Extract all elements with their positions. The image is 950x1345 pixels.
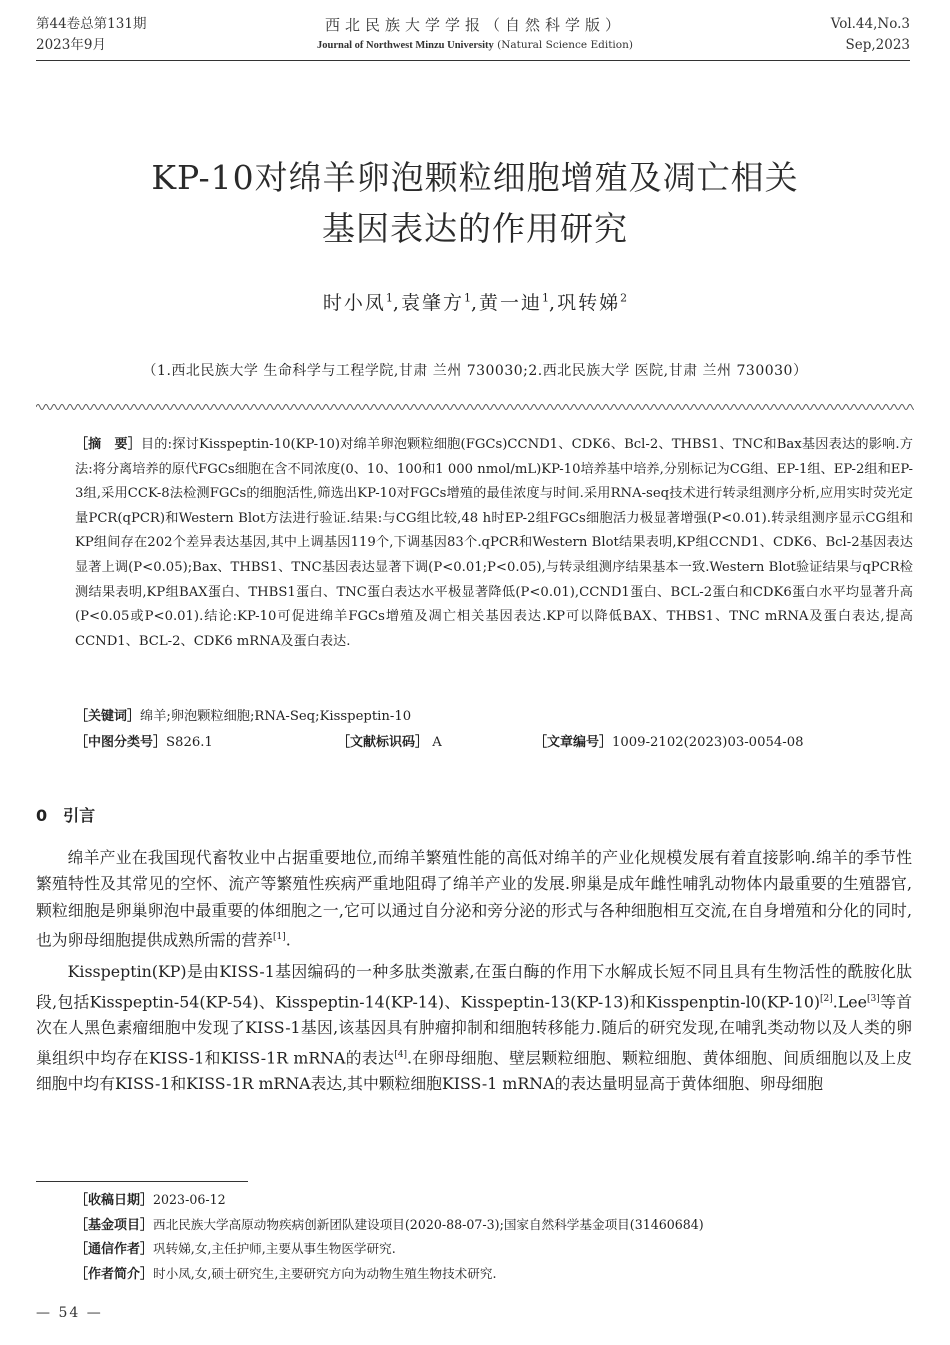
header-rule: [36, 60, 910, 61]
journal-name-en: Journal of Northwest Minzu University (Natural Science Edition): [317, 39, 633, 51]
volume-issue-en: Vol.44,No.3: [830, 16, 910, 32]
doc-code-group: ［文献标识码］ A: [337, 735, 442, 750]
footnotes: [75, 1188, 913, 1286]
author: 黄一迪$^1$: [479, 291, 550, 314]
abstract: [75, 433, 913, 654]
page-number: — 54 —: [36, 1305, 103, 1321]
journal-name-cn: 西北民族大学学报（自然科学版）: [324, 16, 625, 34]
abstract-label: ［摘 要］: [75, 437, 141, 452]
citation[interactable]: [2]: [820, 993, 833, 1004]
paragraph: 绵羊产业在我国现代畜牧业中占据重要地位,而绵羊繁殖性能的高低对绵羊的产业化规模发展有着直接影响.绵羊的季节性繁殖特性及其常见的空怀、流产等繁殖性疾病严重地阻碍了绵羊产业的发展.卵巢是成年雌性哺乳动物体内最重要的生殖器官,颗粒细胞是卵巢卵泡中最重要的体细胞之一,它可以通过自分泌和旁分泌的形式与各种细胞相互交流,在自身增殖和分化的同时,也为卵母细胞提供成熟所需的营养[1].: [36, 848, 912, 950]
clc-group: ［中图分类号］S826.1: [75, 735, 213, 750]
date-en: Sep,2023: [845, 37, 910, 53]
header-center: [0, 14, 950, 55]
footnote-corresponding: ［通信作者］巩转娣,女,主任护师,主要从事生物医学研究.: [75, 1241, 396, 1257]
footnote-funding: ［基金项目］西北民族大学高原动物疾病创新团队建设项目(2020-88-07-3);国家自然科学基金项目(31460684): [75, 1216, 704, 1233]
author: 时小凤$^1$: [322, 291, 393, 314]
affiliation: （1.西北民族大学 生命科学与工程学院,甘肃 兰州 730030;2.西北民族大学 医院,甘肃 兰州 730030）: [142, 363, 808, 379]
abstract-text: 目的:探讨Kisspeptin-10(KP-10)对绵羊卵泡颗粒细胞(FGCs)CCND1、CDK6、Bcl-2、THBS1、TNC和Bax基因表达的影响.方法:将分离培养的原代FGCs细胞在含不同浓度(0、10、100和1 000 nmol/mL)KP-10培养基中培养,分别标记为CG组、EP-1组、EP-2组和EP-3组,采用CCK-8法检测FGCs的细胞活性,筛选出KP-10对FGCs增殖的最佳浓度与时间.采用RNA-seq技术进行转录组测序分析,应用实时荧光定量PCR(qPCR)和Western Blot方法进行验证.结果:与CG组比较,48 h时EP-2组FGCs细胞活力极显著增强(P<0.01).转录组测序显示CG组和KP组间存在202个差异表达基因,其中上调基因119个,下调基因83个.qPCR和Western Blot结果表明,KP组CCND1、CDK6、Bcl-2基因表达显著上调(P<0.05);Bax、THBS1、TNC基因表达显著下调(P<0.01;P<0.05),与转录组测序结果基本一致.Western Blot验证结果与qPCR检测结果表明,KP组BAX蛋白、THBS1蛋白、TNC蛋白表达水平极显著降低(P<0.01),CCND1蛋白、BCL-2蛋白和CDK6蛋白水平均显著升高(P<0.05或P<0.01).结论:KP-10可促进绵羊FGCs增殖及凋亡相关基因表达.KP可以降低BAX、THBS1、TNC mRNA及蛋白表达,提高CCND1、BCL-2、CDK6 mRNA及蛋白表达.: [75, 437, 913, 649]
section-title: 0 引言: [36, 806, 96, 825]
author-list: 时小凤$^1$,袁肇方$^1$,黄一迪$^1$,巩转娣$^2$: [322, 291, 628, 314]
citation[interactable]: [4]: [394, 1049, 407, 1060]
article-number-group: ［文章编号］1009-2102(2023)03-0054-08: [534, 735, 804, 750]
author: 巩转娣$^2$: [557, 291, 628, 314]
footnote-author-bio: ［作者简介］时小凤,女,硕士研究生,主要研究方向为动物生殖生物技术研究.: [75, 1265, 497, 1282]
keywords-text: 绵羊;卵泡颗粒细胞;RNA-Seq;Kisspeptin-10: [140, 709, 412, 724]
paragraph: Kisspeptin(KP)是由KISS-1基因编码的一种多肽类激素,在蛋白酶的作用下水解成长短不同且具有生物活性的酰胺化肽段,包括Kisspeptin-54(KP-54)、Kisspeptin-14(KP-14)、Kisspeptin-13(KP-13)和Kisspenptin-l0(KP-10)[2].Lee[3]等首次在人黑色素瘤细胞中发现了KISS-1基因,该基因具有肿瘤抑制和细胞转移能力.随后的研究发现,在哺乳类动物以及人类的卵巢组织中均存在KISS-1和KISS-1R mRNA的表达[4].在卵母细胞、壁层颗粒细胞、颗粒细胞、黄体细胞、间质细胞以及上皮细胞中均有KISS-1和KISS-1R mRNA表达,其中颗粒细胞KISS-1 mRNA的表达量明显高于黄体细胞、卵母细胞: [36, 962, 912, 1094]
header-right: [831, 14, 910, 56]
wavy-divider: [36, 400, 914, 414]
footnote-rule: [36, 1181, 248, 1182]
keywords: [75, 705, 913, 729]
citation[interactable]: [3]: [867, 993, 880, 1004]
date-cn: 2023年9月: [36, 37, 106, 53]
article-title: KP-10对绵羊卵泡颗粒细胞增殖及凋亡相关 基因表达的作用研究: [151, 158, 799, 248]
volume-issue-cn: 第44卷总第131期: [36, 16, 147, 32]
citation[interactable]: [1]: [272, 931, 286, 942]
author: 袁肇方$^1$: [400, 291, 471, 314]
footnote-received: ［收稿日期］2023-06-12: [75, 1192, 226, 1208]
body-text: [36, 845, 912, 1103]
keywords-label: ［关键词］: [75, 709, 141, 724]
